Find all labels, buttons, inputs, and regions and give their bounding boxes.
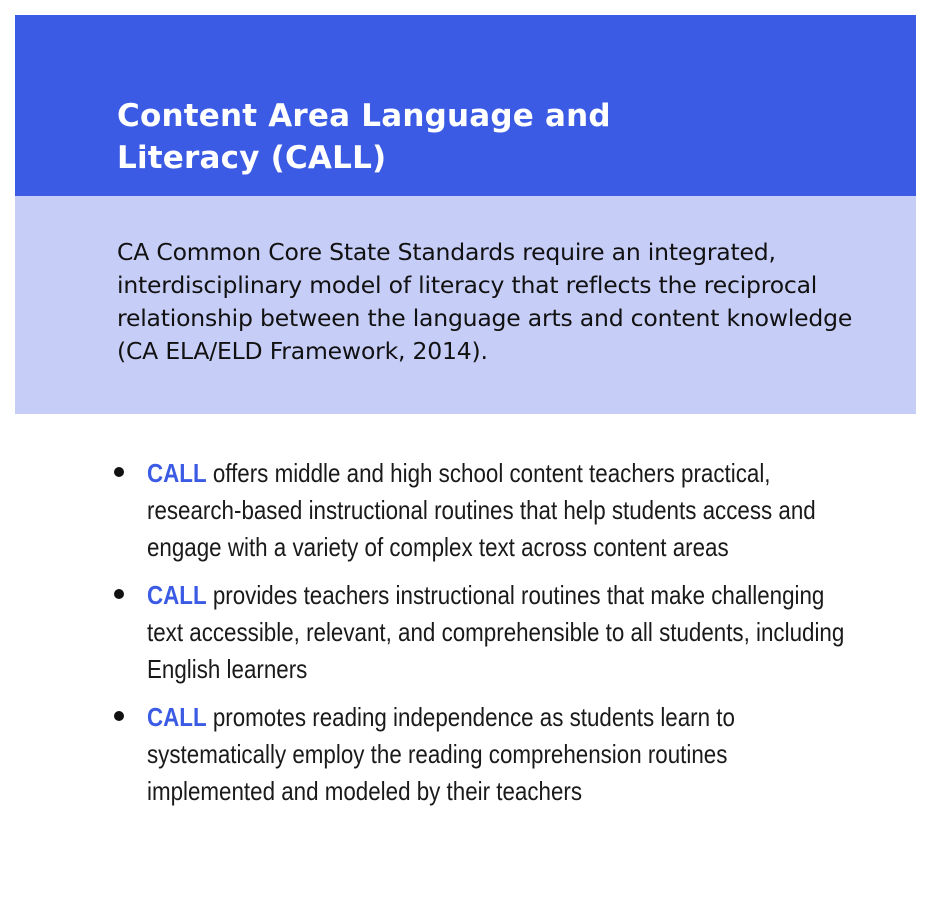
bullet-icon (114, 711, 124, 721)
bullet-text (147, 577, 852, 688)
bullet-keyword: CALL (147, 458, 207, 488)
bullet-text (147, 699, 852, 810)
bullet-keyword: CALL (147, 702, 207, 732)
title-line-1: Content Area Language and (117, 98, 611, 134)
bullet-keyword: CALL (147, 580, 207, 610)
bullet-body: provides teachers instructional routines that make challenging text accessible, relevant, and comprehensible to all students, including English learners (147, 580, 845, 684)
intro-band (15, 196, 916, 414)
bullet-list (110, 455, 880, 821)
list-item (110, 577, 880, 688)
intro-paragraph: CA Common Core State Standards require an integrated, interdisciplinary model of literacy that reflects the reciprocal relationship between the language arts and content knowledge (CA ELA/ELD Framework, 2014). (117, 238, 853, 365)
bullet-icon (114, 589, 124, 599)
bullet-icon (114, 467, 124, 477)
title-line-2: Literacy (CALL) (117, 140, 387, 176)
bullet-text (147, 455, 852, 566)
bullet-body: promotes reading independence as students learn to systematically employ the reading comprehension routines implemented and modeled by their teachers (147, 702, 735, 806)
list-item (110, 455, 880, 566)
list-item (110, 699, 880, 810)
header-band (15, 15, 916, 196)
page-title (117, 95, 717, 179)
bullet-body: offers middle and high school content teachers practical, research-based instructional routines that help students access and engage with a variety of complex text across content areas (147, 458, 816, 562)
